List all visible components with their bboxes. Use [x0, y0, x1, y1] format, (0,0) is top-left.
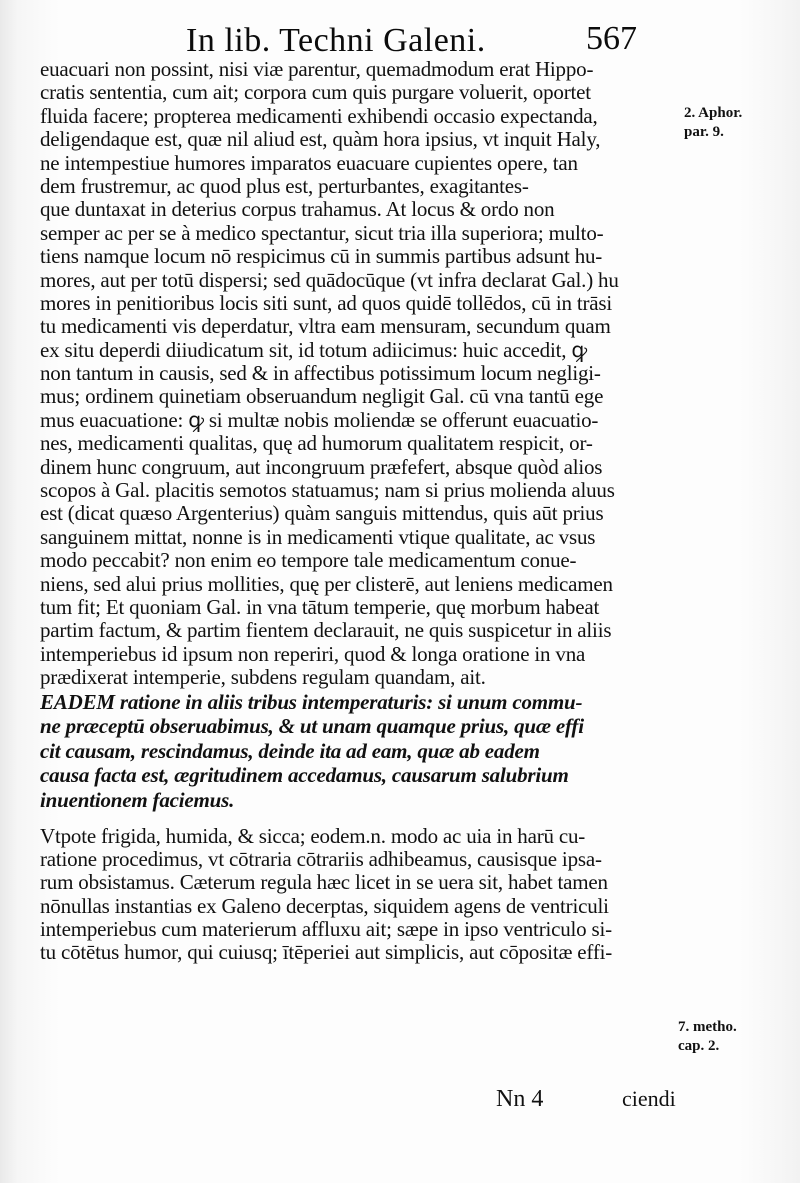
text-line: sanguinem mittat, nonne is in medicamenti vtique qualitate, ac vsus: [40, 525, 596, 549]
margin-note-line: par. 9.: [684, 124, 724, 140]
margin-note-line: cap. 2.: [678, 1038, 720, 1054]
text-line: niens, sed alui prius mollities, quę per clisterē, aut leniens medicamen: [40, 572, 613, 596]
text-line: dem frustremur, ac quod plus est, perturbantes, exagitantes-: [40, 174, 529, 198]
text-line: scopos à Gal. placitis semotos statuamus; nam si prius molienda aluus: [40, 479, 615, 503]
text-line: mus; ordinem quinetiam obseruandum negligit Gal. cū vna tantū ege: [40, 385, 604, 409]
signature-mark: Nn 4: [496, 1086, 544, 1112]
text-line: non tantum in causis, sed & in affectibus potissimum locum negligi-: [40, 362, 601, 386]
text-line: tiens namque locum nō respicimus cū in summis partibus adsunt hu-: [40, 245, 603, 269]
text-line: cratis sententia, cum ait; corpora cum quis purgare voluerit, oportet: [40, 81, 591, 105]
running-head: In lib. Techni Galeni.: [186, 22, 486, 59]
lemma-line: inuentionem faciemus.: [40, 787, 235, 812]
page-footer: [0, 1082, 800, 1122]
paragraph-gap: [40, 813, 668, 825]
text-line: fluida facere; propterea medicamenti exhibendi occasio expectanda,: [40, 104, 598, 128]
margin-note-line: 2. Aphor.: [684, 105, 743, 121]
text-line: intemperiebus id ipsum non reperiri, quod & longa oratione in vna: [40, 642, 586, 666]
margin-note-methodus: [678, 1018, 737, 1056]
text-line: ne intempestiue humores imparatos euacuare cupientes opere, tan: [40, 151, 578, 175]
text-line: euacuari non possint, nisi viæ parentur, quemadmodum erat Hippo-: [40, 58, 594, 81]
text-line: deligendaque est, quæ nil aliud est, quàm hora ipsius, vt inquit Haly,: [40, 128, 601, 152]
text-line: nes, medicamenti qualitas, quę ad humorum qualitatem respicit, or-: [40, 432, 593, 456]
commentary-line: rum obsistamus. Cæterum regula hæc licet in se uera sit, habet tamen: [40, 871, 608, 895]
text-line: est (dicat quæso Argenterius) quàm sanguis mittendus, quis aūt prius: [40, 502, 604, 526]
lemma-line: causa facta est, ægritudinem accedamus, causarum salubrium: [40, 763, 569, 788]
text-line: modo peccabit? non enim eo tempore tale medicamentum conue-: [40, 549, 577, 573]
lemma-line: cit causam, rescindamus, deinde ita ad eam, quæ ab eadem: [40, 738, 540, 763]
text-line: tum fit; Et quoniam Gal. in vna tātum temperie, quę morbum habeat: [40, 595, 600, 619]
text-line: que duntaxat in deterius corpus trahamus. At locus & ordo non: [40, 198, 555, 222]
text-line: mores, aut per totū dispersi; sed quādocūque (vt infra declarat Gal.) hu: [40, 268, 619, 292]
commentary-line: ratione procedimus, vt cōtraria cōtrariis adhibeamus, causisque ipsa-: [40, 847, 602, 871]
text-line: prædixerat intemperie, subdens regulam quandam, ait.: [40, 666, 486, 690]
text-line: dinem hunc congruum, aut incongruum præfefert, absque quòd alios: [40, 455, 603, 479]
text-line: mus euacuatione: ꝙ si multæ nobis moliendæ se offerunt euacuatio-: [40, 408, 599, 432]
commentary-line: nōnullas instantias ex Galeno decerptas, siquidem agens de ventriculi: [40, 894, 609, 918]
page-number: 567: [586, 20, 637, 57]
text-line: ex situ deperdi diiudicatum sit, id totum adiicimus: huic accedit, ꝙ: [40, 338, 587, 362]
commentary-line: intemperiebus cum materierum affluxu ait; sæpe in ipso ventriculo si-: [40, 918, 612, 942]
text-line: tu medicamenti vis deperdatur, vltra eam mensuram, secundum quam: [40, 315, 611, 339]
lemma-line: ne præceptū obseruabimus, & ut unam quamque prius, quæ effi: [40, 714, 584, 739]
text-line: semper ac per se à medico spectantur, sicut tria illa superiora; multo-: [40, 221, 604, 245]
margin-note-aphorism: [684, 104, 742, 142]
margin-note-line: 7. metho.: [678, 1019, 737, 1035]
main-text: [40, 58, 668, 965]
lemma-line: EADEM ratione in aliis tribus intemperaturis: si unum commu-: [40, 689, 583, 714]
text-line: mores in penitioribus locis siti sunt, ad quos quidē tollēdos, cū in trāsi: [40, 291, 612, 315]
commentary-line: tu cōtētus humor, qui cuiusq; ītēperiei aut simplicis, aut cōpositæ effi-: [40, 941, 613, 965]
commentary-line: Vtpote frigida, humida, & sicca; eodem.n. modo ac uia in harū cu-: [40, 824, 586, 848]
catchword: ciendi: [622, 1086, 676, 1111]
text-line: partim factum, & partim fientem declarauit, ne quis suspicetur in aliis: [40, 619, 612, 643]
